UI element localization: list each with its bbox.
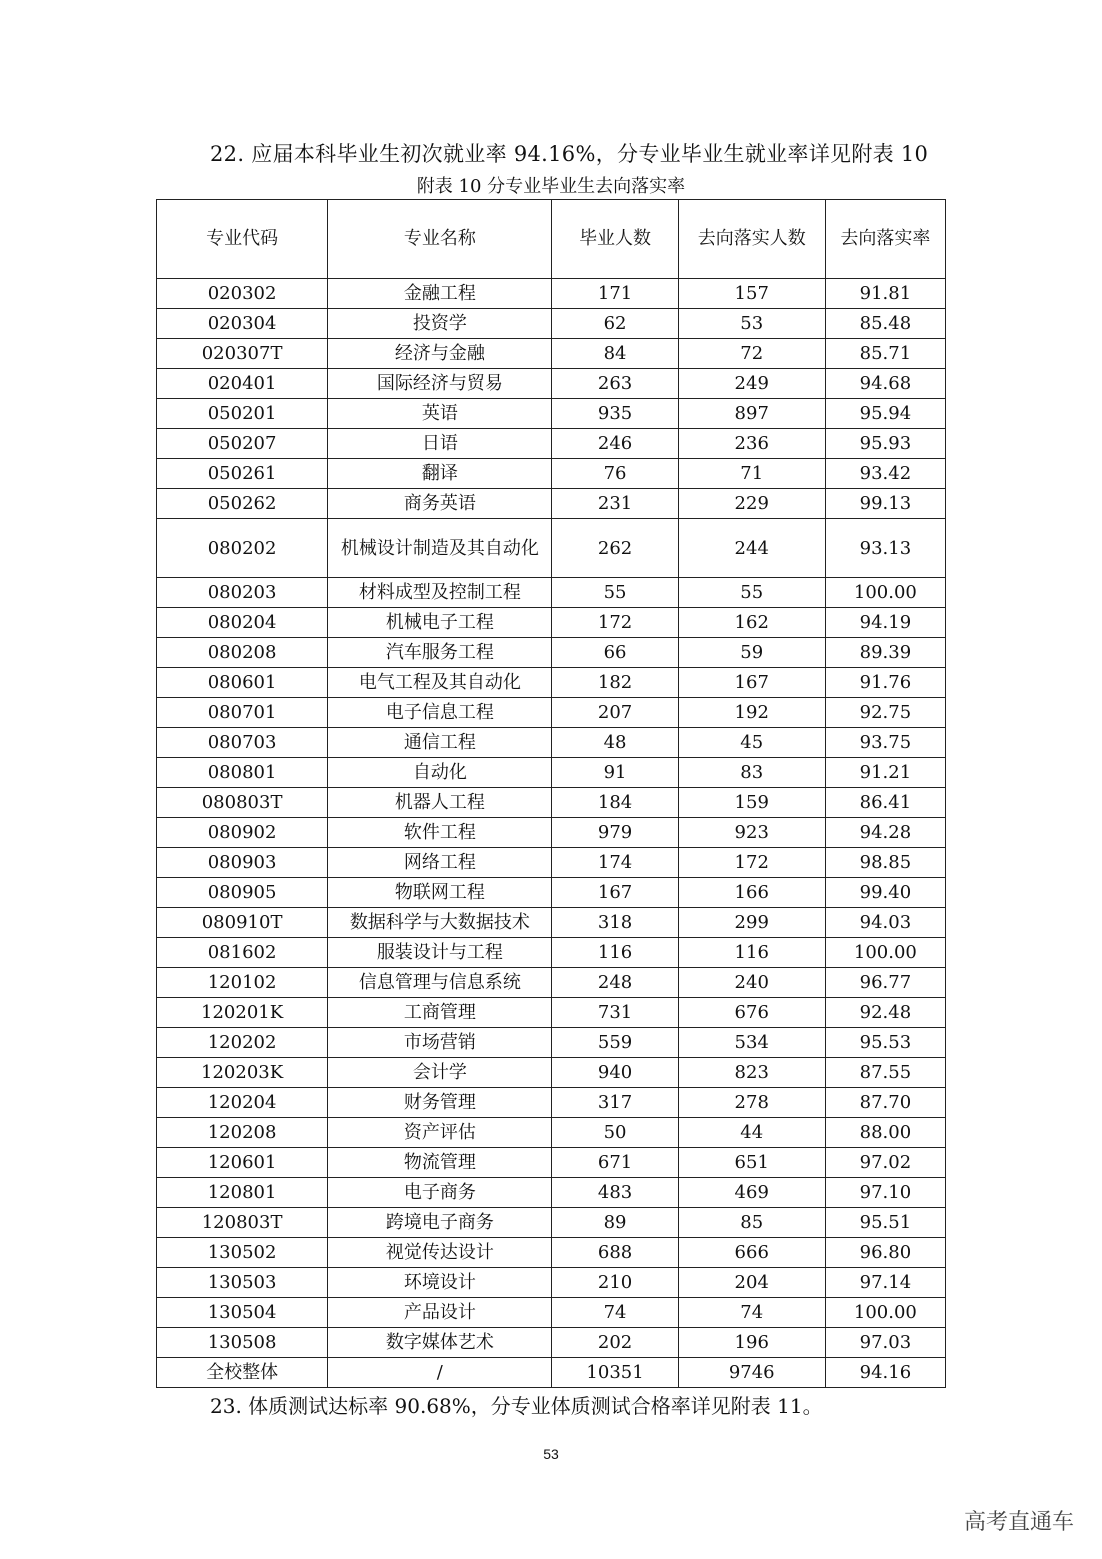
graduates-cell: 246	[552, 429, 678, 459]
placed-count-cell: 204	[678, 1268, 825, 1298]
major-name-cell: 市场营销	[328, 1028, 552, 1058]
placement-rate-cell: 93.42	[825, 459, 945, 489]
table-row	[157, 459, 946, 489]
major-code-cell: 080701	[157, 698, 328, 728]
placed-count-cell: 53	[678, 309, 825, 339]
table-row	[157, 1298, 946, 1328]
placement-rate-cell: 89.39	[825, 638, 945, 668]
major-code-cell: 080601	[157, 668, 328, 698]
graduates-cell: 263	[552, 369, 678, 399]
graduates-cell: 91	[552, 758, 678, 788]
graduates-cell: 184	[552, 788, 678, 818]
table-row	[157, 429, 946, 459]
major-name-cell: 服装设计与工程	[328, 938, 552, 968]
major-code-cell: 080208	[157, 638, 328, 668]
table-row	[157, 369, 946, 399]
table-row	[157, 279, 946, 309]
major-code-cell: 120803T	[157, 1208, 328, 1238]
graduates-cell: 55	[552, 578, 678, 608]
placed-count-cell: 157	[678, 279, 825, 309]
major-code-cell: 020304	[157, 309, 328, 339]
major-name-cell: 产品设计	[328, 1298, 552, 1328]
placement-rate-cell: 97.03	[825, 1328, 945, 1358]
placement-rate-cell: 88.00	[825, 1118, 945, 1148]
next-section-note: 23. 体质测试达标率 90.68%，分专业体质测试合格率详见附表 11。	[210, 1394, 823, 1418]
graduates-cell: 317	[552, 1088, 678, 1118]
major-name-cell: 金融工程	[328, 279, 552, 309]
placed-count-cell: 196	[678, 1328, 825, 1358]
major-name-cell: 翻译	[328, 459, 552, 489]
major-name-cell: 软件工程	[328, 818, 552, 848]
placed-count-cell: 45	[678, 728, 825, 758]
placement-rate-cell: 93.75	[825, 728, 945, 758]
major-code-cell: 080902	[157, 818, 328, 848]
graduates-cell: 50	[552, 1118, 678, 1148]
placement-rate-cell: 91.21	[825, 758, 945, 788]
placed-count-cell: 72	[678, 339, 825, 369]
graduates-cell: 62	[552, 309, 678, 339]
placement-rate-cell: 93.13	[825, 519, 945, 578]
employment-rate-table	[156, 199, 946, 1388]
placed-count-cell: 651	[678, 1148, 825, 1178]
graduates-cell: 10351	[552, 1358, 678, 1388]
major-name-cell: 物联网工程	[328, 878, 552, 908]
major-name-cell: 信息管理与信息系统	[328, 968, 552, 998]
major-name-cell: 跨境电子商务	[328, 1208, 552, 1238]
major-code-cell: 全校整体	[157, 1358, 328, 1388]
graduates-cell: 207	[552, 698, 678, 728]
table-row	[157, 728, 946, 758]
table-row	[157, 1028, 946, 1058]
table-row	[157, 1238, 946, 1268]
major-name-cell: 资产评估	[328, 1118, 552, 1148]
major-code-cell: 050201	[157, 399, 328, 429]
table-row	[157, 1328, 946, 1358]
major-name-cell: 会计学	[328, 1058, 552, 1088]
graduates-cell: 731	[552, 998, 678, 1028]
major-name-cell: 电子信息工程	[328, 698, 552, 728]
header-placement-rate: 去向落实率	[825, 200, 945, 279]
placement-rate-cell: 99.40	[825, 878, 945, 908]
placement-rate-cell: 94.19	[825, 608, 945, 638]
major-name-cell: 英语	[328, 399, 552, 429]
major-code-cell: 120102	[157, 968, 328, 998]
graduates-cell: 671	[552, 1148, 678, 1178]
graduates-cell: 48	[552, 728, 678, 758]
table-row	[157, 1148, 946, 1178]
graduates-cell: 262	[552, 519, 678, 578]
major-code-cell: 020307T	[157, 339, 328, 369]
placed-count-cell: 9746	[678, 1358, 825, 1388]
page-number: 53	[543, 1446, 559, 1462]
placed-count-cell: 469	[678, 1178, 825, 1208]
table-row	[157, 968, 946, 998]
placement-rate-cell: 99.13	[825, 489, 945, 519]
graduates-cell: 174	[552, 848, 678, 878]
placement-rate-cell: 91.76	[825, 668, 945, 698]
major-name-cell: 数据科学与大数据技术	[328, 908, 552, 938]
major-name-cell: 国际经济与贸易	[328, 369, 552, 399]
graduates-cell: 559	[552, 1028, 678, 1058]
table-row	[157, 788, 946, 818]
graduates-cell: 688	[552, 1238, 678, 1268]
placement-rate-cell: 95.51	[825, 1208, 945, 1238]
table-row	[157, 758, 946, 788]
placed-count-cell: 666	[678, 1238, 825, 1268]
major-code-cell: 130504	[157, 1298, 328, 1328]
major-name-cell: 材料成型及控制工程	[328, 578, 552, 608]
placed-count-cell: 229	[678, 489, 825, 519]
section-heading: 22. 应届本科毕业生初次就业率 94.16%，分专业毕业生就业率详见附表 10	[210, 142, 929, 166]
major-code-cell: 080703	[157, 728, 328, 758]
major-code-cell: 080905	[157, 878, 328, 908]
placement-rate-cell: 98.85	[825, 848, 945, 878]
major-code-cell: 130502	[157, 1238, 328, 1268]
major-name-cell: 投资学	[328, 309, 552, 339]
table-row	[157, 1118, 946, 1148]
table-row	[157, 608, 946, 638]
placed-count-cell: 299	[678, 908, 825, 938]
placement-rate-cell: 97.14	[825, 1268, 945, 1298]
table-row	[157, 908, 946, 938]
table-body	[157, 279, 946, 1388]
graduates-cell: 483	[552, 1178, 678, 1208]
major-name-cell: 汽车服务工程	[328, 638, 552, 668]
placement-rate-cell: 100.00	[825, 938, 945, 968]
placement-rate-cell: 92.75	[825, 698, 945, 728]
major-code-cell: 120201K	[157, 998, 328, 1028]
header-graduates: 毕业人数	[552, 200, 678, 279]
table-row	[157, 668, 946, 698]
major-name-cell: 机械电子工程	[328, 608, 552, 638]
placed-count-cell: 59	[678, 638, 825, 668]
placed-count-cell: 823	[678, 1058, 825, 1088]
placed-count-cell: 55	[678, 578, 825, 608]
major-code-cell: 120202	[157, 1028, 328, 1058]
table-row	[157, 818, 946, 848]
major-name-cell: 机器人工程	[328, 788, 552, 818]
placement-rate-cell: 91.81	[825, 279, 945, 309]
placement-rate-cell: 86.41	[825, 788, 945, 818]
table-row	[157, 938, 946, 968]
major-name-cell: 视觉传达设计	[328, 1238, 552, 1268]
placement-rate-cell: 94.28	[825, 818, 945, 848]
major-code-cell: 020401	[157, 369, 328, 399]
placed-count-cell: 83	[678, 758, 825, 788]
header-placed-count: 去向落实人数	[678, 200, 825, 279]
major-name-cell: 经济与金融	[328, 339, 552, 369]
placement-rate-cell: 95.53	[825, 1028, 945, 1058]
table-row	[157, 1088, 946, 1118]
major-name-cell: 环境设计	[328, 1268, 552, 1298]
major-code-cell: 081602	[157, 938, 328, 968]
major-name-cell: 自动化	[328, 758, 552, 788]
major-code-cell: 120203K	[157, 1058, 328, 1088]
table-row	[157, 339, 946, 369]
graduates-cell: 182	[552, 668, 678, 698]
major-code-cell: 080203	[157, 578, 328, 608]
placed-count-cell: 71	[678, 459, 825, 489]
major-name-cell: 财务管理	[328, 1088, 552, 1118]
placed-count-cell: 159	[678, 788, 825, 818]
major-name-cell: 机械设计制造及其自动化	[328, 519, 552, 578]
major-code-cell: 130508	[157, 1328, 328, 1358]
placement-rate-cell: 96.80	[825, 1238, 945, 1268]
placement-rate-cell: 95.93	[825, 429, 945, 459]
graduates-cell: 171	[552, 279, 678, 309]
placed-count-cell: 249	[678, 369, 825, 399]
placed-count-cell: 534	[678, 1028, 825, 1058]
major-code-cell: 120801	[157, 1178, 328, 1208]
graduates-cell: 116	[552, 938, 678, 968]
table-row	[157, 878, 946, 908]
placed-count-cell: 676	[678, 998, 825, 1028]
graduates-cell: 84	[552, 339, 678, 369]
major-code-cell: 050261	[157, 459, 328, 489]
table-row	[157, 1178, 946, 1208]
table-row	[157, 1268, 946, 1298]
major-name-cell: 日语	[328, 429, 552, 459]
table-row	[157, 399, 946, 429]
table-row	[157, 1058, 946, 1088]
placement-rate-cell: 87.55	[825, 1058, 945, 1088]
graduates-cell: 76	[552, 459, 678, 489]
table-row	[157, 309, 946, 339]
placement-rate-cell: 97.10	[825, 1178, 945, 1208]
placed-count-cell: 172	[678, 848, 825, 878]
placed-count-cell: 278	[678, 1088, 825, 1118]
table-row	[157, 1208, 946, 1238]
major-code-cell: 080204	[157, 608, 328, 638]
major-code-cell: 050262	[157, 489, 328, 519]
graduates-cell: 210	[552, 1268, 678, 1298]
major-name-cell: 通信工程	[328, 728, 552, 758]
major-name-cell: 电子商务	[328, 1178, 552, 1208]
major-code-cell: 080910T	[157, 908, 328, 938]
major-name-cell: 网络工程	[328, 848, 552, 878]
placed-count-cell: 192	[678, 698, 825, 728]
graduates-cell: 940	[552, 1058, 678, 1088]
placed-count-cell: 923	[678, 818, 825, 848]
header-major-code: 专业代码	[157, 200, 328, 279]
major-code-cell: 080801	[157, 758, 328, 788]
graduates-cell: 172	[552, 608, 678, 638]
placement-rate-cell: 97.02	[825, 1148, 945, 1178]
placed-count-cell: 897	[678, 399, 825, 429]
table-row	[157, 998, 946, 1028]
major-code-cell: 080202	[157, 519, 328, 578]
placed-count-cell: 236	[678, 429, 825, 459]
graduates-cell: 66	[552, 638, 678, 668]
placed-count-cell: 44	[678, 1118, 825, 1148]
placement-rate-cell: 94.16	[825, 1358, 945, 1388]
placement-rate-cell: 100.00	[825, 578, 945, 608]
watermark-text: 高考直通车	[963, 1510, 1074, 1535]
placement-rate-cell: 95.94	[825, 399, 945, 429]
major-code-cell: 050207	[157, 429, 328, 459]
major-code-cell: 130503	[157, 1268, 328, 1298]
placed-count-cell: 166	[678, 878, 825, 908]
table-row	[157, 489, 946, 519]
placement-rate-cell: 87.70	[825, 1088, 945, 1118]
graduates-cell: 74	[552, 1298, 678, 1328]
table-header-row	[157, 200, 946, 279]
placed-count-cell: 162	[678, 608, 825, 638]
placement-rate-cell: 85.48	[825, 309, 945, 339]
major-name-cell: /	[328, 1358, 552, 1388]
major-name-cell: 商务英语	[328, 489, 552, 519]
placement-rate-cell: 94.03	[825, 908, 945, 938]
graduates-cell: 935	[552, 399, 678, 429]
header-major-name: 专业名称	[328, 200, 552, 279]
major-name-cell: 数字媒体艺术	[328, 1328, 552, 1358]
table-row	[157, 578, 946, 608]
graduates-cell: 979	[552, 818, 678, 848]
major-code-cell: 080803T	[157, 788, 328, 818]
table-row	[157, 638, 946, 668]
placement-rate-cell: 94.68	[825, 369, 945, 399]
graduates-cell: 167	[552, 878, 678, 908]
placed-count-cell: 244	[678, 519, 825, 578]
major-code-cell: 080903	[157, 848, 328, 878]
major-code-cell: 120208	[157, 1118, 328, 1148]
graduates-cell: 202	[552, 1328, 678, 1358]
table-row	[157, 1358, 946, 1388]
placement-rate-cell: 100.00	[825, 1298, 945, 1328]
placed-count-cell: 240	[678, 968, 825, 998]
placed-count-cell: 85	[678, 1208, 825, 1238]
major-name-cell: 工商管理	[328, 998, 552, 1028]
placement-rate-cell: 96.77	[825, 968, 945, 998]
placed-count-cell: 167	[678, 668, 825, 698]
table-caption: 附表 10 分专业毕业生去向落实率	[416, 176, 686, 197]
major-name-cell: 电气工程及其自动化	[328, 668, 552, 698]
graduates-cell: 89	[552, 1208, 678, 1238]
major-name-cell: 物流管理	[328, 1148, 552, 1178]
graduates-cell: 231	[552, 489, 678, 519]
major-code-cell: 120601	[157, 1148, 328, 1178]
major-code-cell: 120204	[157, 1088, 328, 1118]
placement-rate-cell: 85.71	[825, 339, 945, 369]
table-row	[157, 519, 946, 578]
placed-count-cell: 116	[678, 938, 825, 968]
placed-count-cell: 74	[678, 1298, 825, 1328]
major-code-cell: 020302	[157, 279, 328, 309]
table-row	[157, 698, 946, 728]
table-row	[157, 848, 946, 878]
placement-rate-cell: 92.48	[825, 998, 945, 1028]
graduates-cell: 318	[552, 908, 678, 938]
graduates-cell: 248	[552, 968, 678, 998]
